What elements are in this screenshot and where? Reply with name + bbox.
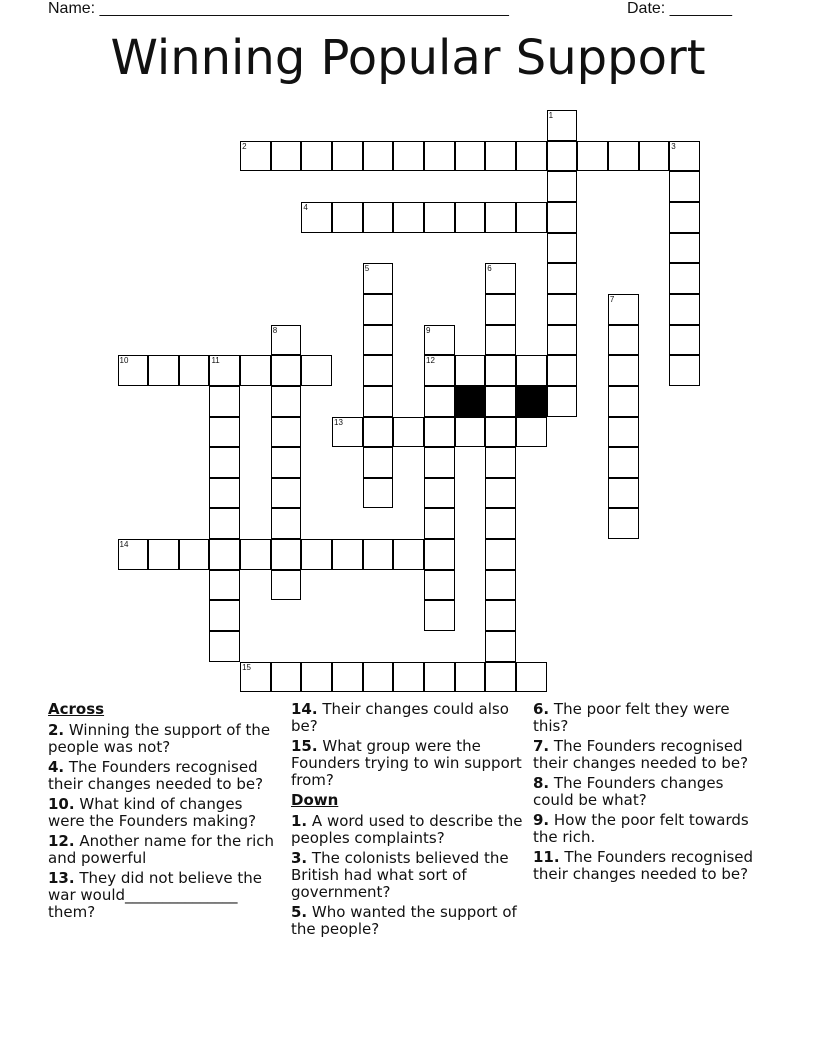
crossword-cell[interactable] — [455, 202, 486, 233]
crossword-cell[interactable] — [424, 325, 455, 356]
clue-number: 12 — [426, 356, 435, 366]
crossword-cell[interactable] — [669, 202, 700, 233]
page-title: Winning Popular Support — [110, 30, 706, 86]
crossword-cell[interactable] — [363, 539, 394, 570]
clue-across-2: 2. Winning the support of the people was not? — [48, 721, 271, 756]
clue-across-10: 10. What kind of changes were the Founders making? — [48, 795, 257, 830]
crossword-cell[interactable] — [393, 662, 424, 693]
crossword-cell[interactable] — [301, 355, 332, 386]
crossword-cell[interactable] — [608, 447, 639, 478]
crossword-cell[interactable] — [455, 355, 486, 386]
crossword-cell[interactable] — [485, 539, 516, 570]
clue-column-1 — [48, 701, 280, 924]
crossword-cell[interactable] — [485, 202, 516, 233]
crossword-cell[interactable] — [271, 355, 302, 386]
crossword-cell[interactable] — [424, 478, 455, 509]
crossword-cell[interactable] — [209, 570, 240, 601]
crossword-cell[interactable] — [669, 294, 700, 325]
crossword-cell[interactable] — [608, 478, 639, 509]
crossword-cell[interactable] — [669, 171, 700, 202]
crossword-cell[interactable] — [639, 141, 670, 172]
crossword-cell[interactable] — [608, 355, 639, 386]
crossword-cell[interactable] — [516, 662, 547, 693]
crossword-cell[interactable] — [424, 141, 455, 172]
crossword-cell[interactable] — [209, 447, 240, 478]
crossword-cell[interactable] — [516, 417, 547, 448]
clue-number: 11 — [211, 356, 220, 366]
crossword-cell[interactable] — [485, 141, 516, 172]
crossword-cell[interactable] — [209, 539, 240, 570]
crossword-cell[interactable] — [455, 662, 486, 693]
crossword-cell[interactable] — [608, 508, 639, 539]
crossword-cell[interactable] — [485, 447, 516, 478]
clue-across-13: 13. They did not believe the war would_______________ them? — [48, 869, 263, 921]
crossword-cell[interactable] — [485, 478, 516, 509]
clue-across-4: 4. The Founders recognised their changes needed to be? — [48, 758, 264, 793]
crossword-cell[interactable] — [363, 294, 394, 325]
crossword-cell[interactable] — [363, 325, 394, 356]
crossword-cell[interactable] — [240, 662, 271, 693]
clue-down-3: 3. The colonists believed the British had what sort of government? — [291, 849, 509, 901]
clue-number: 5 — [364, 264, 370, 274]
clue-down-5: 5. Who wanted the support of the people? — [291, 903, 517, 938]
clue-across-15: 15. What group were the Founders trying to win support from? — [291, 737, 522, 789]
crossword-cell[interactable] — [485, 417, 516, 448]
crossword-cell[interactable] — [363, 263, 394, 294]
crossword-cell[interactable] — [271, 386, 302, 417]
crossword-cell[interactable] — [148, 355, 179, 386]
clue-across-14: 14. Their changes could also be? — [291, 700, 509, 735]
crossword-cell[interactable] — [332, 141, 363, 172]
crossword-cell[interactable] — [485, 263, 516, 294]
crossword-cell[interactable] — [363, 478, 394, 509]
crossword-cell[interactable] — [209, 600, 240, 631]
clue-number: 1 — [548, 111, 554, 120]
crossword-cell[interactable] — [240, 355, 271, 386]
crossword-cell[interactable] — [363, 447, 394, 478]
crossword-cell[interactable] — [332, 662, 363, 693]
clue-number: 6 — [487, 264, 492, 274]
crossword-cell[interactable] — [485, 294, 516, 325]
clue-down-1: 1. A word used to describe the peoples complaints? — [291, 812, 523, 847]
clue-number: 3 — [671, 141, 676, 151]
crossword-cell[interactable] — [424, 570, 455, 601]
crossword-cell[interactable] — [393, 141, 424, 172]
crossword-cell[interactable] — [516, 355, 547, 386]
crossword-cell[interactable] — [363, 355, 394, 386]
crossword-cell[interactable] — [393, 539, 424, 570]
crossword-cell[interactable] — [209, 355, 240, 386]
crossword-cell[interactable] — [240, 539, 271, 570]
crossword-cell[interactable] — [485, 386, 516, 417]
crossword-cell[interactable] — [424, 600, 455, 631]
crossword-cell[interactable] — [547, 202, 578, 233]
across-heading: Across — [48, 700, 105, 718]
crossword-cell[interactable] — [209, 478, 240, 509]
crossword-cell[interactable] — [547, 110, 578, 141]
crossword-cell[interactable] — [209, 508, 240, 539]
clue-number: 13 — [334, 417, 343, 427]
clue-number: 9 — [426, 325, 431, 335]
clue-column-2 — [291, 701, 523, 941]
crossword-cell[interactable] — [209, 417, 240, 448]
crossword-cell[interactable] — [363, 386, 394, 417]
crossword-cell[interactable] — [271, 325, 302, 356]
clue-down-9: 9. How the poor felt towards the rich. — [533, 811, 749, 846]
crossword-cell[interactable] — [240, 141, 271, 172]
crossword-cell[interactable] — [547, 355, 578, 386]
crossword-cell[interactable] — [424, 417, 455, 448]
clue-down-6: 6. The poor felt they were this? — [533, 700, 730, 735]
crossword-cell[interactable] — [608, 386, 639, 417]
clue-number: 7 — [609, 294, 615, 304]
crossword-cell[interactable] — [516, 202, 547, 233]
crossword-cell[interactable] — [424, 386, 455, 417]
crossword-cell[interactable] — [424, 662, 455, 693]
crossword-cell[interactable] — [455, 417, 486, 448]
crossword-cell[interactable] — [608, 325, 639, 356]
clue-number: 15 — [242, 662, 251, 672]
crossword-cell[interactable] — [393, 202, 424, 233]
clue-number: 4 — [303, 202, 308, 212]
crossword-cell[interactable] — [608, 294, 639, 325]
crossword-cell[interactable] — [332, 417, 363, 448]
date-field[interactable]: Date: _______ — [627, 0, 732, 17]
crossword-cell[interactable] — [424, 508, 455, 539]
crossword-cell[interactable] — [547, 294, 578, 325]
crossword-block — [455, 386, 486, 417]
crossword-cell[interactable] — [363, 662, 394, 693]
crossword-cell[interactable] — [363, 417, 394, 448]
crossword-cell[interactable] — [547, 386, 578, 417]
crossword-cell[interactable] — [271, 417, 302, 448]
clue-number: 2 — [242, 141, 247, 151]
crossword-cell[interactable] — [301, 141, 332, 172]
crossword-cell[interactable] — [271, 662, 302, 693]
crossword-cell[interactable] — [363, 202, 394, 233]
crossword-cell[interactable] — [669, 355, 700, 386]
crossword-cell[interactable] — [547, 263, 578, 294]
clue-column-3 — [533, 701, 765, 886]
name-field[interactable]: Name: ______________________________________________ — [48, 0, 509, 17]
crossword-cell[interactable] — [455, 141, 486, 172]
crossword-cell[interactable] — [332, 202, 363, 233]
crossword-cell[interactable] — [271, 141, 302, 172]
clue-down-8: 8. The Founders changes could be what? — [533, 774, 724, 809]
crossword-cell[interactable] — [424, 202, 455, 233]
crossword-cell[interactable] — [669, 263, 700, 294]
crossword-cell[interactable] — [485, 631, 516, 662]
clue-down-11: 11. The Founders recognised their changes needed to be? — [533, 848, 754, 883]
crossword-cell[interactable] — [301, 662, 332, 693]
crossword-cell[interactable] — [148, 539, 179, 570]
crossword-cell[interactable] — [516, 141, 547, 172]
crossword-block — [516, 386, 547, 417]
crossword-cell[interactable] — [179, 539, 210, 570]
crossword-cell[interactable] — [547, 325, 578, 356]
crossword-cell[interactable] — [209, 386, 240, 417]
crossword-cell[interactable] — [547, 233, 578, 264]
crossword-cell[interactable] — [179, 355, 210, 386]
crossword-cell[interactable] — [424, 355, 455, 386]
crossword-cell[interactable] — [301, 202, 332, 233]
clue-number: 10 — [119, 356, 129, 366]
crossword-cell[interactable] — [669, 141, 700, 172]
crossword-cell[interactable] — [332, 539, 363, 570]
crossword-cell[interactable] — [577, 141, 608, 172]
crossword-cell[interactable] — [363, 141, 394, 172]
clue-number: 14 — [119, 540, 129, 550]
crossword-cell[interactable] — [271, 478, 302, 509]
crossword-cell[interactable] — [485, 662, 516, 693]
clue-number: 8 — [272, 325, 278, 335]
crossword-cell[interactable] — [485, 570, 516, 601]
crossword-cell[interactable] — [485, 600, 516, 631]
down-heading: Down — [291, 791, 339, 809]
crossword-cell[interactable] — [669, 325, 700, 356]
crossword-cell[interactable] — [485, 508, 516, 539]
crossword-cell[interactable] — [547, 171, 578, 202]
crossword-cell[interactable] — [393, 417, 424, 448]
crossword-cell[interactable] — [271, 508, 302, 539]
crossword-cell[interactable] — [485, 355, 516, 386]
clue-across-12: 12. Another name for the rich and powerful — [48, 832, 275, 867]
crossword-cell[interactable] — [271, 570, 302, 601]
crossword-cell[interactable] — [118, 539, 149, 570]
crossword-cell[interactable] — [608, 141, 639, 172]
crossword-cell[interactable] — [118, 355, 149, 386]
clue-down-7: 7. The Founders recognised their changes needed to be? — [533, 737, 749, 772]
crossword-cell[interactable] — [271, 539, 302, 570]
crossword-cell[interactable] — [485, 325, 516, 356]
crossword-cell[interactable] — [424, 539, 455, 570]
crossword-cell[interactable] — [209, 631, 240, 662]
crossword-cell[interactable] — [301, 539, 332, 570]
crossword-cell[interactable] — [669, 233, 700, 264]
crossword-cell[interactable] — [424, 447, 455, 478]
crossword-cell[interactable] — [608, 417, 639, 448]
crossword-cell[interactable] — [271, 447, 302, 478]
crossword-cell[interactable] — [547, 141, 578, 172]
